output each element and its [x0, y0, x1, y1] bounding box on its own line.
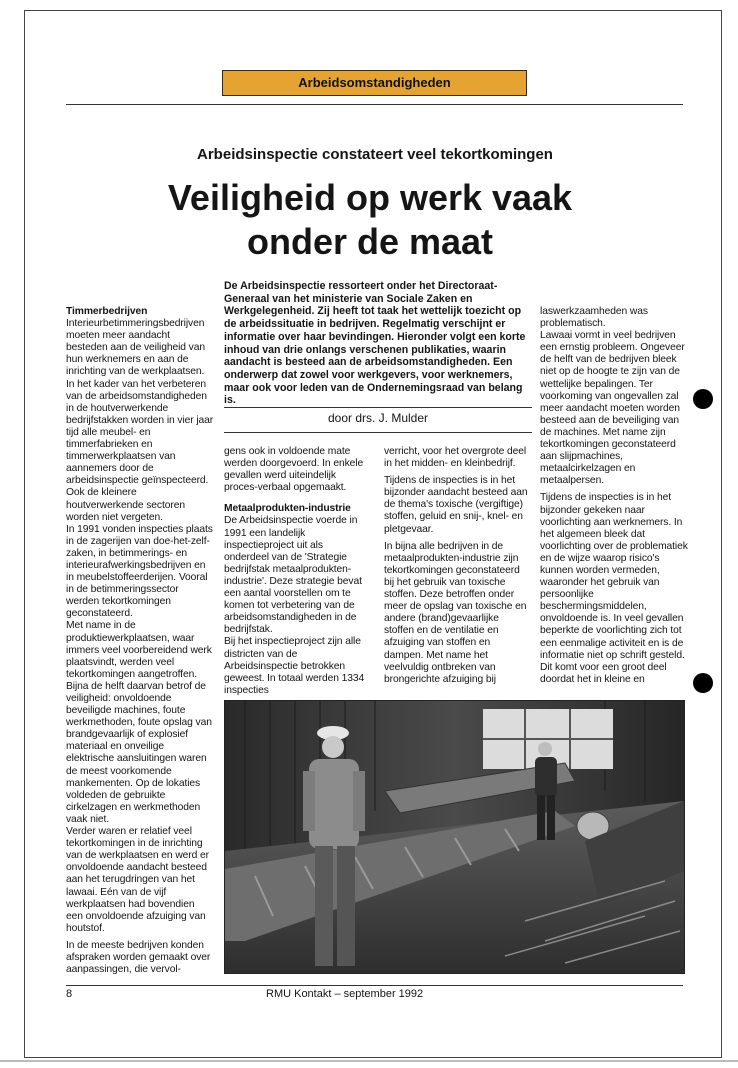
paragraph: Tijdens de inspecties is in het bijzonder aandacht besteed aan de thema's toxische (vergiftige) stoffen, geluid en snij-, knel- en pletgevaar. — [384, 475, 528, 535]
paragraph: gens ook in voldoende mate werden doorgevoerd. In enkele gevallen werd uiteindelijk proces-verbaal opgemaakt. — [224, 446, 364, 494]
paragraph: De Arbeidsinspectie voerde in 1991 een landelijk inspectieproject uit als onderdeel van de 'Strategie bedrijfstak metaalprodukten-industrie'. Deze strategie bevat een aantal voorstellen om te komen tot verbetering van de arbeidsomstandigheden in de bedrijfstak. — [224, 515, 362, 636]
article-headline — [90, 176, 650, 264]
paragraph: verricht, voor het overgrote deel in het midden- en kleinbedrijf. — [384, 446, 527, 470]
column-1 — [66, 306, 214, 981]
paragraph: Tijdens de inspecties is in het bijzonder gekeken naar voorlichting aan werknemers. In het algemeen bleek dat voorlichting over de problematiek en de wijze waarop risico's kunnen worden vermeden, waaronder het gebruik van persoonlijke beschermingsmiddelen, onvoldoende is. In veel gevallen beperkte de voorlichting zich tot een eenmalige activiteit en is de informatie niet op schrift gesteld. Dit komt voor een groot deel doordat het in kleine en — [540, 492, 688, 685]
heading-timmerbedrijven: Timmerbedrijven — [66, 306, 148, 317]
paragraph: Interieurbetimmeringsbedrijven moeten meer aandacht besteden aan de veiligheid van hun werknemers en aan de inrichting van de werkplaatsen. In het kader van het verbeteren van de arbeidsomstandigheden in de houtverwerkende bedrijfstakken worden in vier jaar tijd alle meubel- en timmerfabrieken en timmerwerkplaatsen van aannemers door de arbeidsinspectie geïnspecteerd. Ook de kleinere houtverwerkende sectoren worden niet vergeten. — [66, 318, 214, 523]
headline-line-2: onder de maat — [246, 221, 494, 262]
paragraph: Lawaai vormt in veel bedrijven een ernstig probleem. Ongeveer de helft van de bedrijven bleek niet op de hoogte te zijn van de wettelijke bepalingen. Ter voorkoming van ongevallen zal meer aandacht moeten worden besteed aan de beveiliging van de machines. Met name zijn tekortkomingen geconstateerd aan slijpmachines, metaalcirkelzagen en metaalpersen. — [540, 330, 685, 487]
byline-rule-top — [224, 407, 532, 408]
paragraph: laswerkzaamheden was problematisch. — [540, 306, 648, 330]
magazine-footer: RMU Kontakt – september 1992 — [266, 988, 424, 1000]
heading-metaalprodukten: Metaalprodukten-industrie — [224, 503, 351, 515]
paragraph: Bij het inspectieproject zijn alle districten van de Arbeidsinspectie betrokken geweest. In totaal werden 1334 inspecties — [224, 636, 365, 696]
column-2 — [224, 446, 369, 702]
paragraph: Verder waren er relatief veel tekortkomingen in de inrichting van de werkplaatsen en werd er onvoldoende aandacht besteed aan het terugdringen van het lawaai. Eén van de vijf werkplaatsen had bovendien een onvoldoende afzuiging van houtstof. — [66, 826, 209, 934]
byline: door drs. J. Mulder — [327, 411, 429, 425]
header-rule — [66, 104, 683, 105]
paragraph: In de meeste bedrijven konden afspraken worden gemaakt over aanpassingen, die vervol- — [66, 939, 211, 976]
sawmill-workers-photo — [224, 700, 685, 974]
punch-hole-icon — [693, 389, 713, 409]
paragraph: In 1991 vonden inspecties plaats in de zagerijen van doe-het-zelf-zaken, in betimmerings- en interieurafwerkingsbedrijven en in meubelstoffeerderijen. Vooral in de betimmeringssector werden tekortkomingen geconstateerd. — [66, 523, 213, 620]
section-tab: Arbeidsomstandigheden — [222, 70, 527, 96]
scan-edge — [0, 1060, 738, 1062]
article-lead: De Arbeidsinspectie ressorteert onder het Directoraat-Generaal van het ministerie van Sociale Zaken en Werkgelegenheid. Zij heeft tot taak het wettelijk toezicht op de arbeidssituatie in bedrijven. Regelmatig verschijnt er informatie over haar bevindingen. Hieronder volgt een korte inhoud van drie onlangs verschenen publikaties, waarin aandacht is besteed aan de arbeidsomstandigheden. Een onderwerp dat zowel voor werkgevers, voor werknemers, maar ook voor leden van de Ondernemingsraad van belang is. — [224, 280, 526, 407]
paragraph: In bijna alle bedrijven in de metaalprodukten-industrie zijn tekortkomingen geconstateerd bij het gebruik van toxische stoffen. Deze betroffen onder meer de opslag van toxische en andere (brand)gevaarlijke stoffen en de ventilatie en afzuiging van stoffen en dampen. Met name het veelvuldig ontbreken van brongerichte afzuiging bij — [384, 540, 527, 685]
article-subtitle: Arbeidsinspectie constateert veel tekortkomingen — [197, 146, 553, 163]
headline-line-1: Veiligheid op werk vaak — [167, 177, 573, 218]
byline-rule-bottom — [224, 432, 532, 433]
paragraph: Met name in de produktiewerkplaatsen, waar immers veel voorbereidend werk plaatsvindt, werden veel tekortkomingen aangetroffen. Bijna de helft daarvan betrof de veiligheid: onvoldoende beveiligde machines, foute werkmethoden, foute opslag van brandgevaarlijk of explosief materiaal en onveilige elektrische aansluitingen waren de meest voorkomende mankementen. Op de lokaties voldeden de gebruikte cirkelzagen en werkmethoden vaak niet. — [66, 620, 212, 825]
column-3 — [384, 446, 529, 691]
column-4 — [540, 306, 688, 691]
punch-hole-icon — [693, 673, 713, 693]
page-number: 8 — [66, 988, 73, 1000]
footer-rule — [66, 985, 683, 986]
